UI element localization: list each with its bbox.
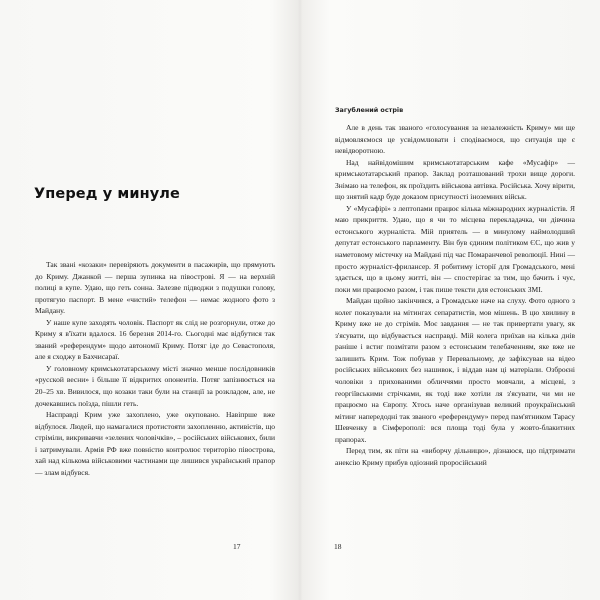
- paragraph: Так звані «козаки» перевіряють документи в пасажирів, що прямують до Криму. Джанкой — перша зупинка на півострові. Я — на верхній полиці в купе. Удаю, що геть сонна. Залезве підводжи з подушки голову, протягую паспорт. В мене «чистий» телефон — немає жодного фото з Майдану.: [35, 260, 275, 316]
- running-head: Загублений острів: [335, 106, 404, 114]
- paragraph: Над найвідомішим кримськотатарським кафе «Мусафір» — кримськотатарський прапор. Заклад розташований трохи вище дороги. Знімаю на телефон, як проїздить військова автівка. Російська. Хочу вірити, що знятий кадр буде доказом присутності іноземних військ.: [335, 157, 575, 202]
- right-page: [300, 0, 600, 600]
- paragraph: У наше купе заходять чоловік. Паспорт як слід не розгорнули, отже до Криму я в'їхати вдалося. 16 березня 2014-го. Сьогодні має відбутися так званий «референдум» щодо автономії Криму. Потяг іде до Севастополя, але я сходжу в Бахчисараї.: [35, 317, 275, 362]
- paragraph: Майдан щойно закінчився, а Громадське наче на слуху. Фото одного з колег показували на мітингах сепаратистів, мов мішень. В цю хвилину в Криму вже не до стрімів. Моє завдання — не так привертати увагу, як з'ясувати, що відбувається насправді. Мій колега приїхав на кілька днів раніше і встиг позмітати разом з естонським телебаченням, яке вже не залишить Крим. Тож побував у Перевальному, де зафіксував на відео російських військових без нашивок, і віддав нам ці матеріали. Озброєні чоловіки з прихованими обличчями просто мовчали, а місцеві, з георгіївськими стрічками, як тоді вже хотіли ля з'ясувати, чи ми не працюємо на Європу. Хтось наче організував великий проукраїнський мітинг напередодні так званого «референдуму» перед пам'ятником Тарасу Шевченку в Сімферополі: вся площа тоді була у жовто-блакитних прапорах.: [335, 296, 575, 444]
- page-number-right: 18: [334, 542, 342, 551]
- page-number-left: 17: [233, 542, 241, 551]
- paragraph: Перед тим, як піти на «виборчу дільницю», дізнаюся, що підтримати анексію Криму прибув одіозний проросійський: [335, 446, 575, 467]
- paragraph: У «Мусафірі» з лептопами працює кілька міжнародних журналістів. Я маю прикриття. Удаю, що я чи то місцева перекладачка, чи дівчина естонського журналіста. Мій приятель — в минулому наймолодший депутат естонського парламенту. Він був єдиним політиком ЄС, що жив у наметовому містечку на Майдані під час Помаранчевої революції. Нині — просто журналіст-фрилансер. Я робитиму історії для Громадського, мені здається, що в цьому житті, він — спостерігає за тим, що бачить і чує, поки ми працюємо разом, і так пише тексти для естонських ЗМІ.: [335, 203, 575, 294]
- right-page-text: [335, 122, 575, 468]
- left-page-text: [35, 259, 275, 478]
- paragraph: Але в день так званого «голосування за незалежність Криму» ми ще відмовляємося це усвідомлювати і сподіваємося, що ситуація ще є невідворотною.: [335, 123, 575, 156]
- paragraph: Насправді Крим уже захоплено, уже окуповано. Навіпрше вже відбулося. Людей, що намагалися протистояти захопленню, активістів, що стріміли, викривавчи «зелених чоловічків», – російських військових, били і затримували. Армія РФ вже повністю контролює територію півострова, хай над кількома військовими частинами ще лишився український прапор — злам відбувся.: [35, 410, 275, 477]
- paragraph: У головному кримськотатарському місті значно менше послідовників «русской весни» і більше її відкритих опонентів. Потяг запізнюється на 20–25 хв. Вивилося, що козаки таки були на станції за розкладом, але, не дочекавшись поїзда, пішли геть.: [35, 363, 275, 408]
- chapter-title: Уперед у минуле: [34, 186, 180, 202]
